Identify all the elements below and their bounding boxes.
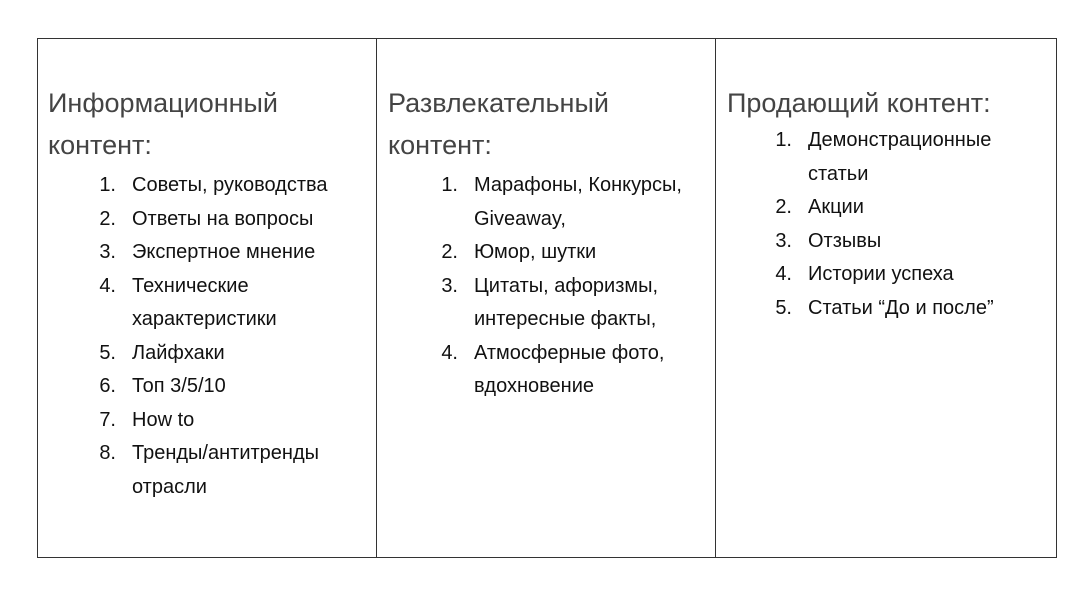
- item-number: 4.: [775, 263, 792, 285]
- item-number: 2.: [99, 207, 116, 230]
- item-number: 4.: [99, 274, 116, 297]
- list-item: [432, 169, 712, 236]
- list-item: [766, 258, 1056, 292]
- item-text: How to: [132, 408, 195, 431]
- list-item: [766, 191, 1056, 225]
- item-text: Акции: [808, 196, 864, 218]
- item-number: 1.: [441, 174, 458, 196]
- column-selling: [716, 39, 1057, 558]
- item-text: Экспертное мнение: [132, 241, 316, 263]
- list-item: [90, 203, 370, 237]
- item-text: Демонстрационные статьи: [808, 129, 992, 185]
- list-item: [766, 124, 1056, 191]
- item-number: 3.: [99, 241, 116, 263]
- item-text: Советы, руководства: [132, 174, 328, 196]
- item-text: Юмор, шутки: [474, 241, 597, 263]
- item-text: Марафоны, Конкурсы, Giveaway,: [474, 174, 682, 230]
- item-number: 5.: [775, 296, 792, 319]
- list-item: [432, 236, 712, 270]
- list-item: [90, 337, 370, 371]
- item-text: Атмосферные фото, вдохновение: [474, 341, 665, 397]
- item-text: Ответы на вопросы: [132, 207, 314, 230]
- item-text: Тренды/антитренды отрасли: [132, 442, 319, 498]
- item-number: 2.: [775, 196, 792, 218]
- item-number: 4.: [441, 341, 458, 364]
- item-number: 3.: [775, 229, 792, 252]
- item-number: 3.: [441, 274, 458, 297]
- item-number: 6.: [99, 375, 116, 397]
- item-text: Цитаты, афоризмы, интересные факты,: [474, 274, 659, 330]
- list-item: [90, 437, 370, 504]
- column-heading: Развлекательный контент:: [388, 88, 609, 160]
- list-item: [90, 404, 370, 438]
- list-item: [90, 270, 370, 337]
- item-list: [377, 169, 712, 404]
- item-list: [716, 124, 1056, 325]
- item-number: 8.: [99, 442, 116, 464]
- list-item: [766, 292, 1056, 326]
- list-item: [90, 236, 370, 270]
- list-item: [90, 370, 370, 404]
- item-text: Статьи “До и после”: [808, 296, 994, 319]
- item-text: Отзывы: [808, 229, 882, 252]
- item-number: 1.: [99, 174, 116, 196]
- list-item: [766, 225, 1056, 259]
- item-text: Технические характеристики: [132, 274, 277, 330]
- item-list: [38, 169, 370, 504]
- item-text: Истории успеха: [808, 263, 954, 285]
- content-types-table: [37, 38, 1057, 558]
- item-number: 1.: [775, 129, 792, 151]
- table-row: [38, 39, 1057, 558]
- item-number: 2.: [441, 241, 458, 263]
- column-informational: [38, 39, 377, 558]
- item-text: Лайфхаки: [132, 341, 225, 364]
- column-heading: Информационный контент:: [48, 88, 279, 160]
- list-item: [90, 169, 370, 203]
- item-number: 5.: [99, 341, 116, 364]
- item-number: 7.: [99, 408, 116, 431]
- column-entertainment: [377, 39, 716, 558]
- column-heading: Продающий контент:: [727, 88, 991, 118]
- item-text: Топ 3/5/10: [132, 375, 226, 397]
- list-item: [432, 337, 712, 404]
- list-item: [432, 270, 712, 337]
